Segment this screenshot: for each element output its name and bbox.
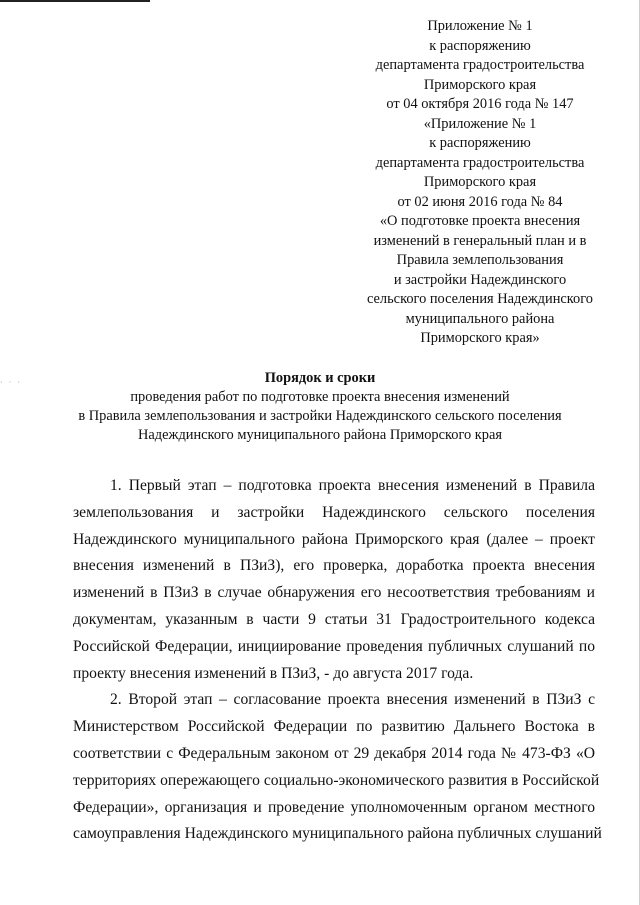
scan-margin-specks: · · · [0,378,22,387]
appendix-line: Правила землепользования [396,252,564,268]
appendix-line: сельского поселения Надеждинского [366,291,593,307]
body-line: проекту внесения изменений в ПЗиЗ, - до августа 2017 года. [73,664,474,682]
appendix-line: Приложение № 1 [427,18,533,34]
paragraph-second-stage [73,687,602,848]
body-line: 2. Второй этап – согласование проекта внесения изменений в ПЗиЗ с [110,691,595,709]
appendix-line: департамента градостроительства [375,57,585,73]
appendix-line: от 04 октября 2016 года № 147 [386,96,574,112]
body-line: самоуправления Надеждинского муниципального района публичных слушаний [73,825,602,843]
appendix-line: «О подготовке проекта внесения [379,213,581,229]
body-line: изменений в ПЗиЗ в случае обнаружения его несоответствия требованиям и [73,584,595,602]
body-line: Федерации», организация и проведение уполномоченным органом местного [73,798,595,816]
appendix-line: муниципального района [405,310,555,327]
body-line: Российской Федерации, инициирование проведения публичных слушаний по [73,637,595,655]
document-title-block [40,369,600,445]
body-line: территориях опережающего социально-экономического развития в Российской [73,771,600,789]
document-body [73,473,602,848]
top-edge-rule [0,0,150,2]
appendix-line: Приморского края [423,174,537,190]
body-line: землепользования и застройки Надеждинского сельского поселения [73,503,595,521]
appendix-block [345,17,615,349]
body-line: Надеждинского муниципального района Приморского края (далее – проект [73,530,595,548]
appendix-line: изменений в генеральный план и в [373,232,587,249]
body-line: внесения изменений в ПЗиЗ), его проверка, доработка проекта внесения [73,557,595,575]
title-subtitle-line: в Правила землепользования и застройки Надеждинского сельского поселения [78,408,562,424]
title-subtitle-line: Надеждинского муниципального района Приморского края [138,427,502,443]
body-line: 1. Первый этап – подготовка проекта внесения изменений в Правила [110,477,595,494]
paragraph-first-stage [73,473,595,687]
appendix-line: к распоряжению [429,135,531,151]
appendix-line: к распоряжению [429,37,531,54]
body-line: Министерством Российской Федерации по развитию Дальнего Востока в [73,718,595,736]
body-line: соответствии с Федеральным законом от 29 декабря 2014 года № 473-ФЗ «О [73,744,595,762]
body-line: документам, указанным в части 9 статьи 31 Градостроительного кодекса [73,610,595,628]
appendix-line: и застройки Надеждинского [393,271,567,288]
appendix-line: «Приложение № 1 [423,115,537,132]
appendix-line: Приморского края» [420,330,540,346]
appendix-line: департамента градостроительства [375,154,585,171]
title-subtitle-line: проведения работ по подготовке проекта внесения изменений [130,389,510,405]
appendix-line: от 02 июня 2016 года № 84 [397,193,563,210]
document-heading: Порядок и сроки [264,370,376,386]
appendix-line: Приморского края [423,76,537,93]
